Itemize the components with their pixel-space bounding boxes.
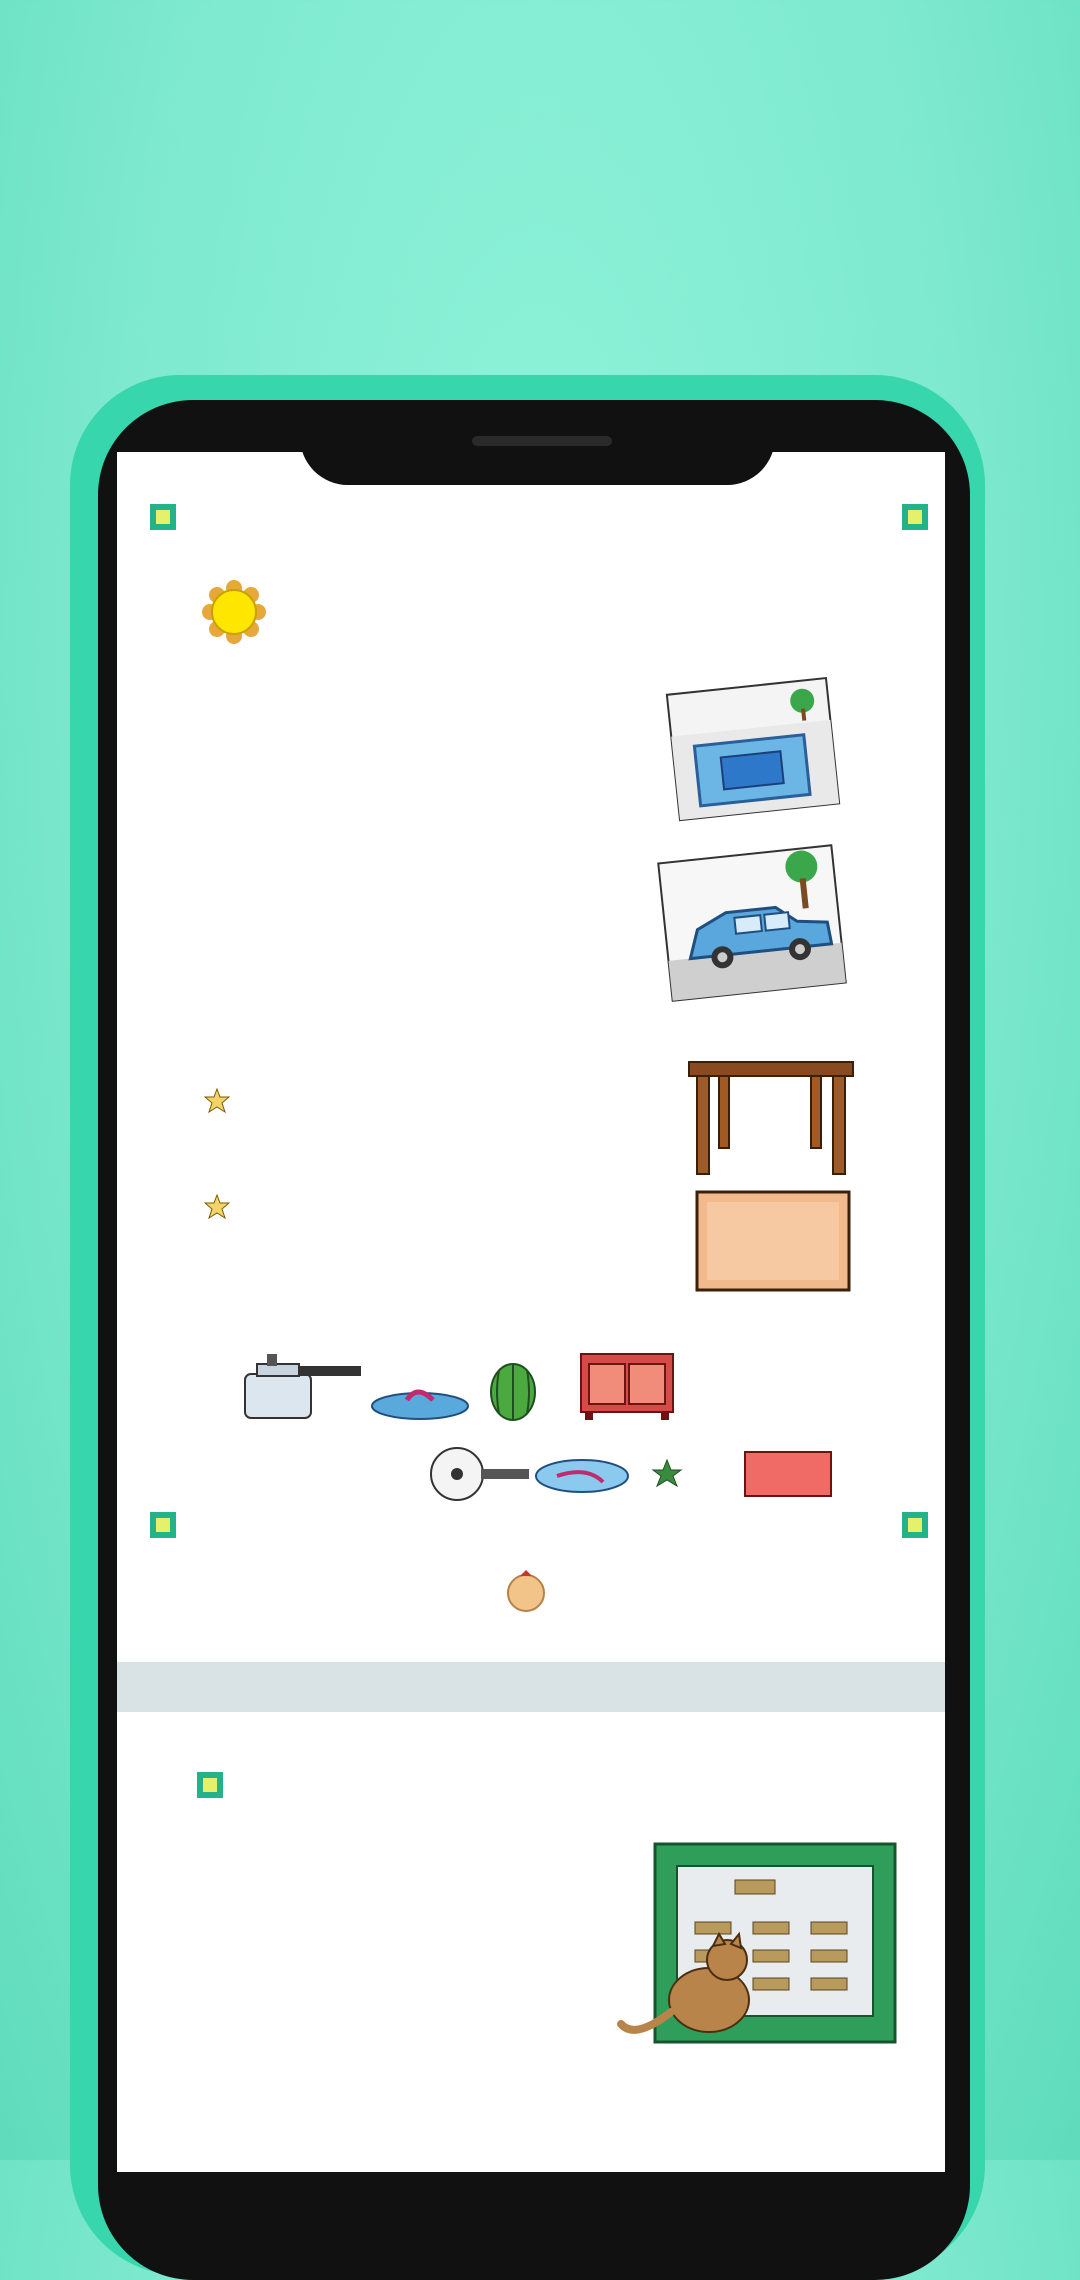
corner-square-bl-inner xyxy=(156,1518,170,1532)
cupboard-top-view-illustration xyxy=(745,1452,831,1496)
phone-speaker xyxy=(472,436,612,446)
slipper-top-view-illustration xyxy=(536,1460,628,1492)
page-number-badge xyxy=(502,1567,550,1615)
qr-code-icon[interactable] xyxy=(765,552,869,656)
table-side-view-illustration xyxy=(685,1058,857,1176)
star-bullet-icon xyxy=(204,1088,230,1114)
table-top-view-illustration xyxy=(693,1188,853,1294)
objects-top-view-row xyxy=(427,1442,847,1506)
slipper-illustration xyxy=(372,1392,468,1419)
cupboard-illustration xyxy=(581,1354,673,1420)
anshul-drawing-illustration xyxy=(657,844,847,1002)
melon-top-view-illustration xyxy=(653,1460,681,1486)
melon-illustration xyxy=(491,1364,535,1420)
corner-square-br-inner xyxy=(908,1518,922,1532)
cooker-top-view-illustration xyxy=(431,1448,529,1500)
dheeraj-drawing-illustration xyxy=(665,674,843,824)
star-bullet-icon xyxy=(204,1194,230,1220)
chapter-number-badge xyxy=(202,580,266,644)
objects-side-view-row xyxy=(237,1350,797,1424)
corner-square-tr-inner xyxy=(908,510,922,524)
page-divider xyxy=(117,1662,945,1712)
pressure-cooker-illustration xyxy=(245,1354,361,1418)
cat-classroom-illustration xyxy=(615,1840,919,2052)
corner-square-tl-inner xyxy=(156,510,170,524)
pdf-viewer-screen[interactable] xyxy=(117,452,945,2172)
